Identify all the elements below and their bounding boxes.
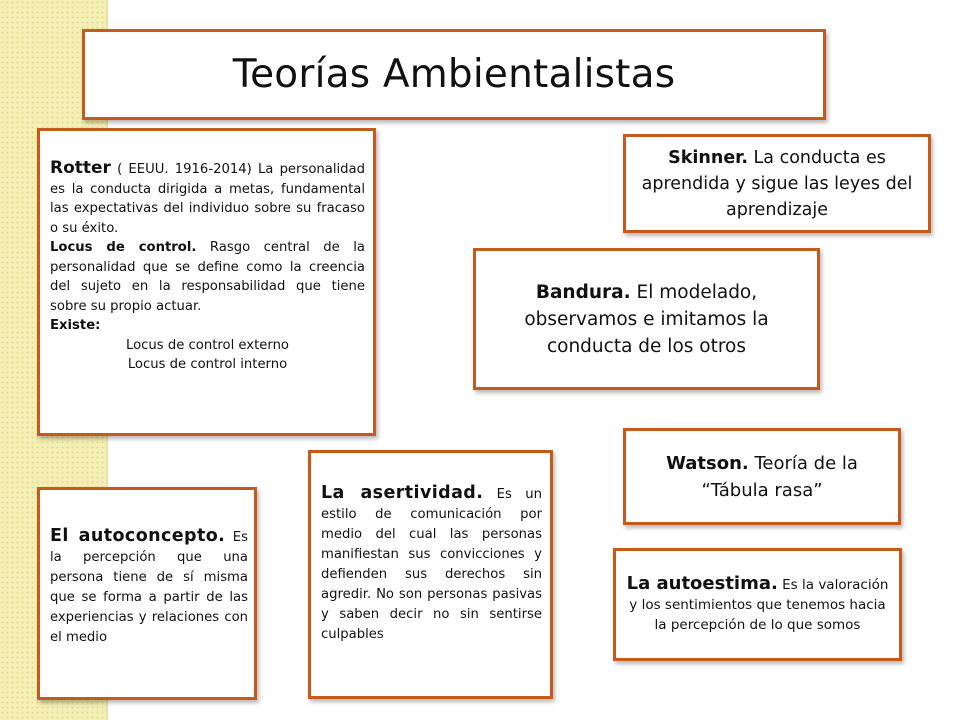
bandura-text: El modelado, observamos e imitamos la conducta de los otros bbox=[524, 281, 769, 357]
autoestima-box bbox=[613, 548, 902, 661]
skinner-name: Skinner. bbox=[668, 147, 748, 168]
page-title: Teorías Ambientalistas bbox=[232, 52, 676, 97]
existe-label: Existe: bbox=[50, 318, 101, 333]
title-box bbox=[82, 29, 826, 120]
autoestima-name: La autoestima. bbox=[626, 573, 778, 594]
locus-externo: Locus de control externo bbox=[125, 337, 290, 353]
autoconcepto-box bbox=[37, 487, 257, 700]
asertividad-box bbox=[308, 450, 553, 699]
rotter-intro: ( EEUU. 1916-2014) La personalidad es la conducta dirigida a metas, fundamental las expectativas del individuo sobre su fracaso o su éxito. bbox=[50, 162, 365, 236]
asertividad-text: Es un estilo de comunicación por medio del cual las personas manifiestan sus convicciones y defienden sus derechos sin agredir. No son personas pasivas y saben decir no sin sentirse culpables bbox=[321, 487, 543, 642]
watson-name: Watson. bbox=[666, 452, 749, 474]
autoconcepto-text: Es la percepción que una persona tiene de sí misma que se forma a partir de las experiencias y relaciones con el medio bbox=[50, 530, 248, 645]
rotter-box bbox=[37, 128, 376, 436]
rotter-name: Rotter bbox=[50, 158, 111, 178]
autoconcepto-name: El autoconcepto. bbox=[50, 526, 226, 546]
bandura-name: Bandura. bbox=[535, 281, 631, 303]
watson-text: Teoría de la “Tábula rasa” bbox=[701, 452, 858, 501]
locus-interno: Locus de control interno bbox=[127, 357, 288, 372]
locus-text: Rasgo central de la personalidad que se define como la creencia del sujeto en la responsabilidad que tiene sobre su propio actuar. bbox=[50, 240, 365, 314]
watson-box bbox=[623, 428, 901, 525]
bandura-box bbox=[473, 248, 820, 390]
skinner-box bbox=[623, 134, 931, 233]
skinner-text: La conducta es aprendida y sigue las leyes del aprendizaje bbox=[641, 147, 913, 220]
asertividad-name: La asertividad. bbox=[321, 483, 484, 503]
autoestima-text: Es la valoración y los sentimientos que tenemos hacia la percepción de lo que somos bbox=[629, 577, 889, 633]
locus-label: Locus de control. bbox=[50, 240, 197, 255]
